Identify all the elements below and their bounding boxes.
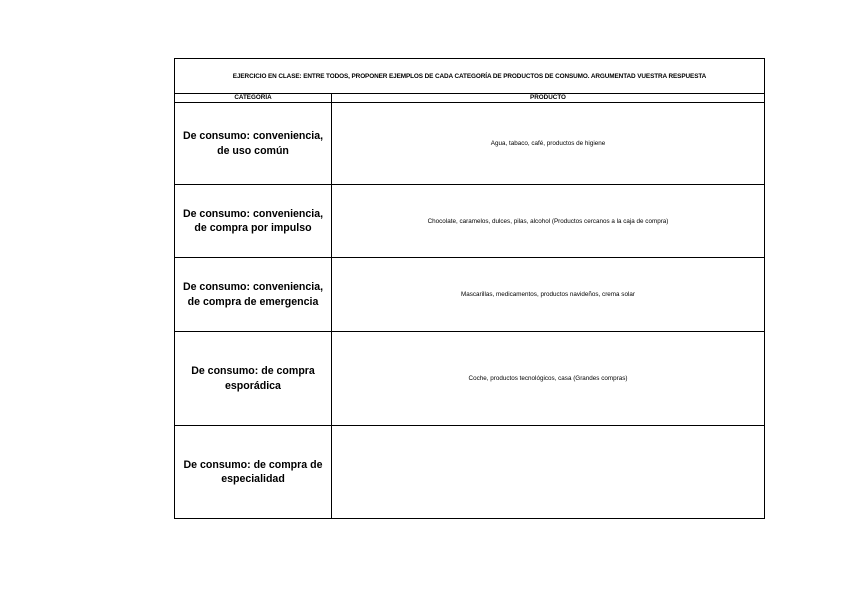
exercise-table — [174, 58, 765, 519]
product-cell — [332, 426, 764, 518]
table-row — [175, 426, 764, 518]
table-row — [175, 103, 764, 185]
category-cell: De consumo: de compra esporádica — [191, 365, 315, 392]
header-product: PRODUCTO — [530, 94, 566, 101]
table-row — [175, 185, 764, 258]
table-title: EJERCICIO EN CLASE: ENTRE TODOS, PROPONER EJEMPLOS DE CADA CATEGORÍA DE PRODUCTOS DE CONSUMO. ARGUMENTAD VUESTRA RESPUESTA — [175, 59, 764, 94]
category-cell: De consumo: conveniencia, de compra por impulso — [182, 207, 324, 234]
header-category: CATEGORÍA — [234, 94, 272, 101]
table-header-row — [175, 94, 764, 103]
product-cell: Coche, productos tecnológicos, casa (Grandes compras) — [468, 375, 628, 382]
category-cell: De consumo: de compra de especialidad — [183, 458, 323, 485]
category-cell: De consumo: conveniencia, de compra de emergencia — [182, 281, 324, 308]
table-row — [175, 332, 764, 426]
category-cell: De consumo: conveniencia, de uso común — [182, 130, 324, 157]
product-cell: Mascarillas, medicamentos, productos navideños, crema solar — [461, 291, 635, 298]
column-divider — [331, 94, 332, 518]
table-row — [175, 258, 764, 332]
product-cell: Agua, tabaco, café, productos de higiene — [490, 140, 606, 147]
product-cell: Chocolate, caramelos, dulces, pilas, alcohol (Productos cercanos a la caja de compra) — [427, 217, 669, 225]
